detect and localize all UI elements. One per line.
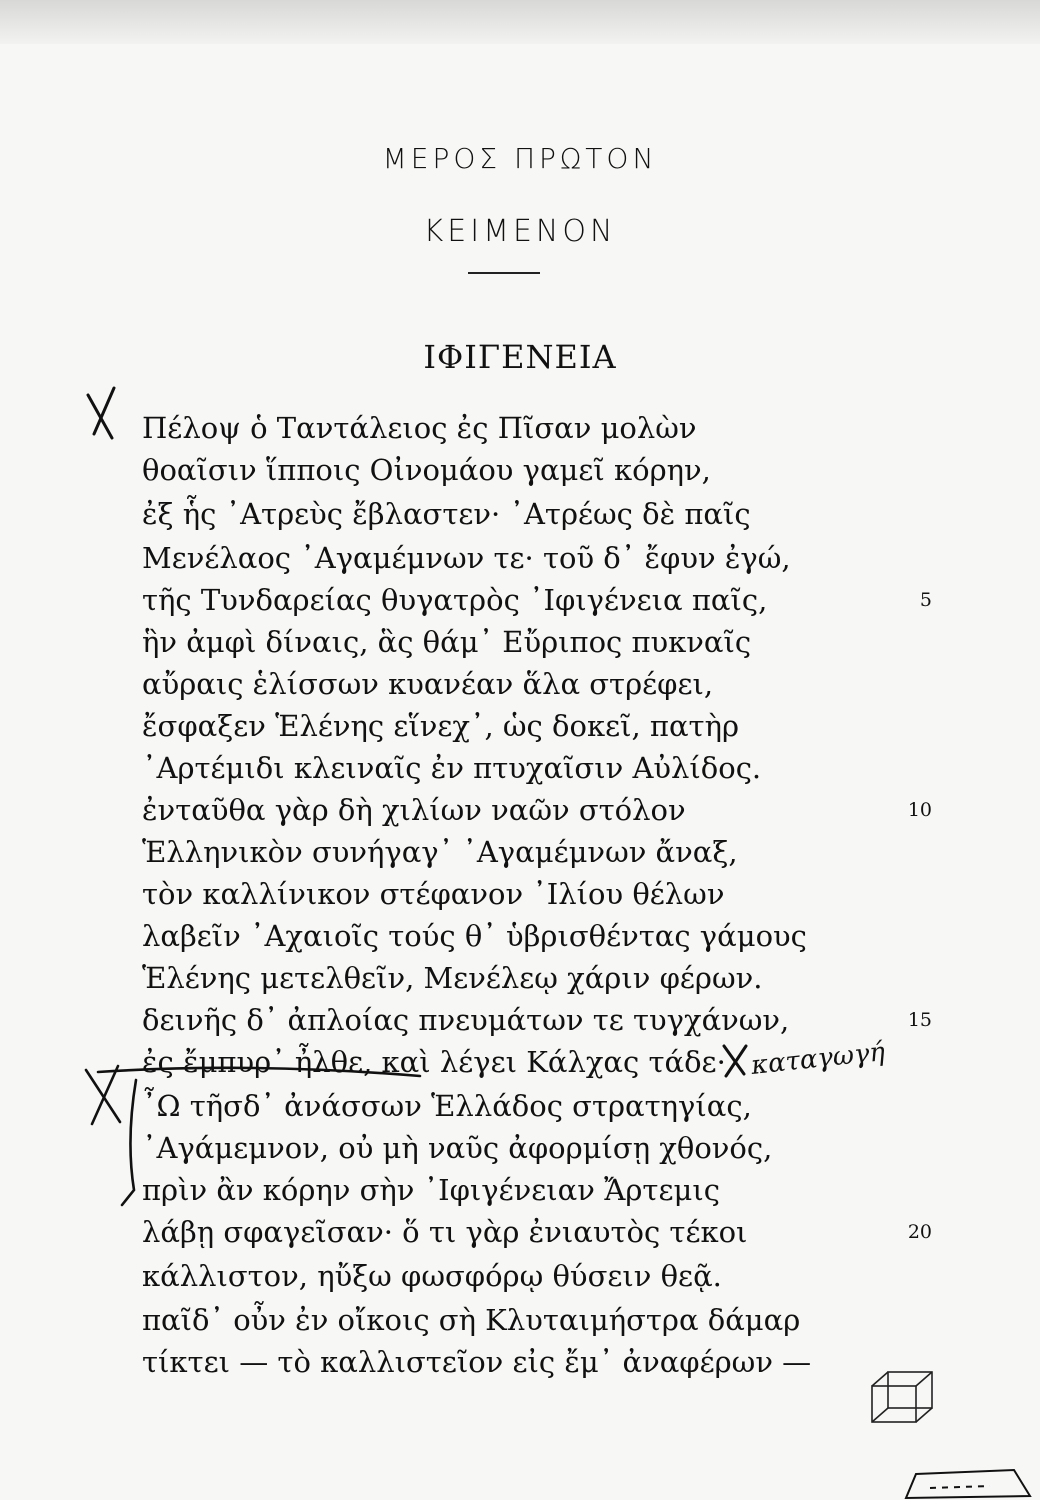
- line-number: 5: [919, 589, 932, 611]
- part-heading: ΜΕΡΟΣ ΠΡΩΤΟΝ: [382, 142, 658, 175]
- page-top-edge: [0, 0, 1040, 44]
- play-title: ΙΦΙΓΕΝΕΙΑ: [423, 338, 617, 376]
- verse-line: πρὶν ἂν κόρην σὴν ᾿Ιφιγένειαν Ἄρτεμις: [142, 1173, 720, 1207]
- verse-line: ᾿Αγάμεμνον, οὐ μὴ ναῦς ἀφορμίσῃ χθονός,: [142, 1131, 773, 1165]
- verse-line: τῆς Τυνδαρείας θυγατρὸς ᾿Ιφιγένεια παῖς,: [142, 583, 768, 617]
- line-number: 10: [907, 799, 932, 821]
- verse-line: ἐς ἔμπυρ᾿ ἦλθε, καὶ λέγει Κάλχας τάδε·: [142, 1045, 726, 1079]
- cube-sketch: [872, 1372, 932, 1422]
- handwritten-annotation: καταγωγή: [749, 1037, 887, 1081]
- verse-line: κάλλιστον, ηὔξω φωσφόρῳ θύσειν θεᾷ.: [142, 1259, 722, 1293]
- verse-line: λάβῃ σφαγεῖσαν· ὅ τι γὰρ ἐνιαυτὸς τέκοι: [142, 1215, 748, 1249]
- verse-line: δεινῆς δ᾿ ἀπλοίας πνευμάτων τε τυγχάνων,: [142, 1003, 790, 1037]
- annotation-x-mark: [724, 1046, 746, 1076]
- verse-line: ἣν ἀμφὶ δίναις, ἃς θάμ᾿ Εὔριπος πυκναῖς: [142, 625, 752, 659]
- verse-line: ἐνταῦθα γὰρ δὴ χιλίων ναῶν στόλον: [142, 793, 686, 827]
- verse-line: Μενέλαος ᾿Αγαμέμνων τε· τοῦ δ᾿ ἔφυν ἐγώ,: [142, 541, 791, 575]
- line-number: 20: [907, 1221, 932, 1243]
- verse-line: ἔσφαξεν Ἑλένης εἵνεχ᾿, ὡς δοκεῖ, πατὴρ: [142, 709, 740, 743]
- verse-line: παῖδ᾿ οὖν ἐν οἴκοις σὴ Κλυταιμήστρα δάμαρ: [142, 1303, 801, 1337]
- verse-line: λαβεῖν ᾿Αχαιοῖς τούς θ᾿ ὑβρισθέντας γάμους: [142, 919, 807, 953]
- verse-line: Ἑλένης μετελθεῖν, Μενέλεῳ χάριν φέρων.: [142, 961, 763, 995]
- verse-line: αὔραις ἑλίσσων κυανέαν ἅλα στρέφει,: [142, 667, 714, 701]
- verse-line: ῏Ω τῆσδ᾿ ἀνάσσων Ἑλλάδος στρατηγίας,: [142, 1089, 752, 1123]
- handwritten-x-mark: [88, 388, 114, 438]
- verse-line: ἐξ ἧς ᾿Ατρεὺς ἔβλαστεν· ᾿Ατρέως δὲ παῖς: [142, 497, 751, 531]
- section-heading: ΚΕΙΜΕΝΟΝ: [423, 214, 617, 249]
- heading-divider: [468, 272, 540, 274]
- verse-line: Πέλοψ ὁ Ταντάλειος ἐς Πῖσαν μολὼν: [142, 411, 697, 445]
- verse-line: θοαῖσιν ἵπποις Οἰνομάου γαμεῖ κόρην,: [142, 453, 711, 487]
- verse-line: τὸν καλλίνικον στέφανον ᾿Ιλίου θέλων: [142, 877, 725, 911]
- verse-line: τίκτει — τὸ καλλιστεῖον εἰς ἔμ᾿ ἀναφέρων —: [142, 1345, 812, 1379]
- box-sketch: [906, 1470, 1030, 1498]
- line-number: 15: [907, 1009, 932, 1031]
- verse-line: ᾿Αρτέμιδι κλειναῖς ἐν πτυχαῖσιν Αὐλίδος.: [142, 751, 762, 785]
- verse-line: Ἑλληνικὸν συνήγαγ᾿ ᾿Αγαμέμνων ἄναξ,: [142, 835, 738, 869]
